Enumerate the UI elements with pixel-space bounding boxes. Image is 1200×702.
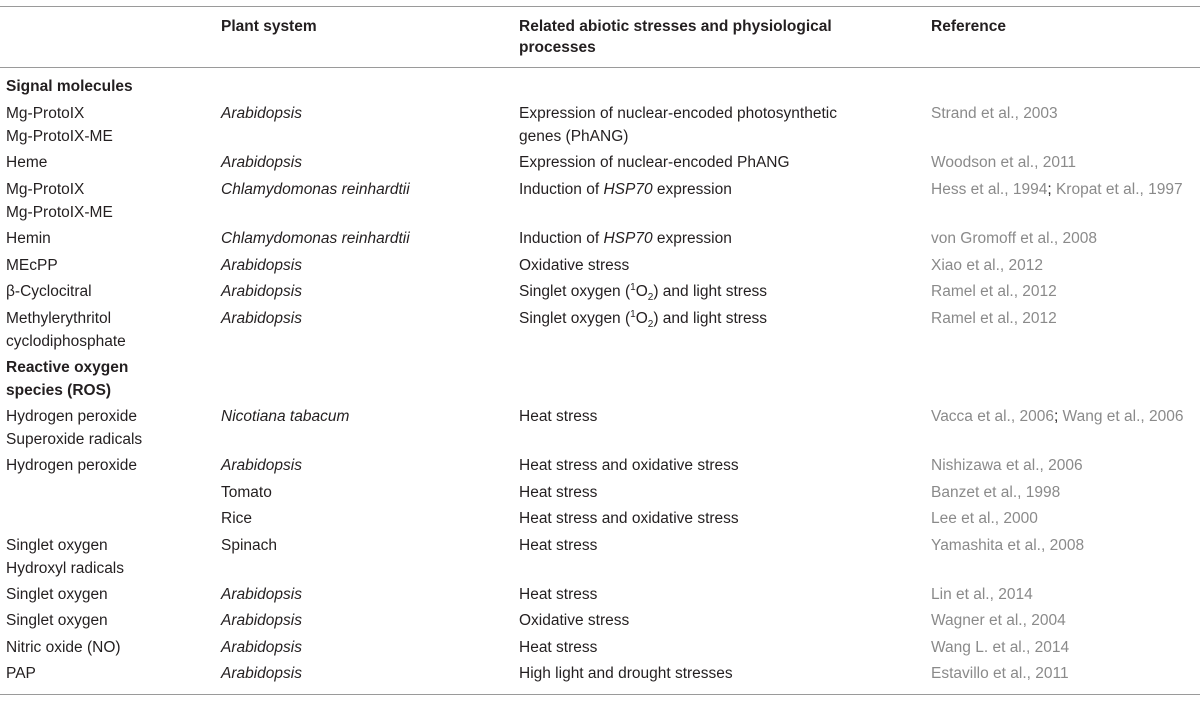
reference-cell: Strand et al., 2003 [931,105,1058,122]
stress-text: Singlet oxygen ( [519,310,631,327]
stress-cell [519,281,914,304]
molecule-cell [6,406,206,451]
molecule-name: Hydrogen peroxide [6,457,137,474]
stress-cell: Oxidative stress [519,257,630,274]
header-rule [0,67,1200,68]
reference-text: Wang et al., 2006 [1058,408,1184,425]
reference-text: Vacca et al., 2006 [931,408,1054,425]
stress-cell: Heat stress and oxidative stress [519,510,739,527]
molecule-name: Hydrogen peroxide [6,408,137,425]
subscript: 2 [647,292,654,304]
stress-cell: Oxidative stress [519,612,630,629]
plant-system-cell: Arabidopsis [221,154,302,171]
molecule-name: cyclodiphosphate [6,332,126,350]
gene-name: HSP70 [603,230,653,247]
stress-text: Induction of [519,230,604,247]
plant-system-cell: Rice [221,510,253,527]
molecule-name: Mg-ProtoIX-ME [6,203,113,221]
molecule-name: Hydroxyl radicals [6,559,125,577]
reference-separator: ; [1047,181,1052,198]
subscript: 2 [647,319,654,331]
stress-cell [519,179,914,202]
stress-text: genes (PhANG) [519,127,629,145]
reference-cell: Ramel et al., 2012 [931,310,1057,327]
molecule-name: Singlet oxygen [6,586,108,603]
plant-system-cell: Tomato [221,484,272,501]
plant-system-cell: Spinach [221,537,278,554]
header-related-stresses [519,16,914,58]
stress-cell: Expression of nuclear-encoded PhANG [519,154,790,171]
reference-text: Hess et al., 1994 [931,181,1048,198]
stress-cell: Heat stress [519,586,598,603]
section-title-line1: Reactive oxygen [6,359,129,376]
reference-cell: Wang L. et al., 2014 [931,639,1070,656]
reference-text: Kropat et al., 1997 [1051,181,1183,198]
reference-cell: Lee et al., 2000 [931,510,1038,527]
molecule-name: β-Cyclocitral [6,283,92,300]
molecule-cell [6,179,206,224]
molecule-name: Mg-ProtoIX-ME [6,127,113,145]
reference-separator: ; [1053,408,1059,425]
bottom-rule [0,694,1200,695]
plant-system-cell: Nicotiana tabacum [221,408,350,425]
molecule-name: MEcPP [6,257,58,274]
stress-cell: High light and drought stresses [519,665,733,682]
plant-system-cell: Arabidopsis [221,310,302,327]
stress-text: ) and light stress [653,283,768,300]
section-title-line2: species (ROS) [6,381,112,399]
molecule-name: Singlet oxygen [6,537,108,554]
plant-system-cell: Arabidopsis [221,665,302,682]
molecule-cell [6,103,206,148]
reference-cell: Estavillo et al., 2011 [931,665,1069,682]
plant-system-cell: Arabidopsis [221,257,302,274]
plant-system-cell: Arabidopsis [221,586,302,603]
reference-cell: Woodson et al., 2011 [931,154,1077,171]
section-title: Signal molecules [6,78,133,95]
molecule-name: Mg-ProtoIX [6,181,85,198]
stress-text: expression [652,181,732,198]
header-stress-line2: processes [519,39,596,56]
reference-cell: Lin et al., 2014 [931,586,1033,603]
plant-system-cell: Chlamydomonas reinhardtii [221,230,410,247]
plant-system-cell: Chlamydomonas reinhardtii [221,181,410,198]
reference-cell: Ramel et al., 2012 [931,283,1057,300]
molecule-name: PAP [6,665,36,682]
molecule-name: Superoxide radicals [6,430,143,448]
stress-cell: Heat stress [519,484,598,501]
stress-text: Induction of [519,181,604,198]
section-title [6,357,206,402]
molecule-name: Singlet oxygen [6,612,108,629]
stress-text: ) and light stress [653,310,768,327]
superscript: 1 [630,308,636,320]
superscript: 1 [630,281,636,293]
stress-cell: Heat stress [519,408,598,425]
stress-cell [519,103,914,148]
molecule-name: Mg-ProtoIX [6,105,85,122]
stress-text: expression [652,230,732,247]
reference-cell [931,406,1200,429]
molecule-cell [6,308,206,353]
plant-system-cell: Arabidopsis [221,612,302,629]
molecule-name: Methylerythritol [6,310,112,327]
stress-cell: Heat stress [519,639,598,656]
reference-cell: Nishizawa et al., 2006 [931,457,1083,474]
reference-cell: Banzet et al., 1998 [931,484,1061,501]
header-stress-line1: Related abiotic stresses and physiological [519,18,832,35]
reference-cell: Wagner et al., 2004 [931,612,1066,629]
molecule-cell [6,535,206,580]
stress-cell [519,308,914,331]
plant-system-cell: Arabidopsis [221,283,302,300]
gene-name: HSP70 [603,181,653,198]
stress-cell [519,228,914,251]
plant-system-cell: Arabidopsis [221,639,302,656]
plant-system-cell: Arabidopsis [221,457,302,474]
stress-text: O [635,310,648,327]
stress-text: Expression of nuclear-encoded photosynthetic [519,105,837,122]
reference-cell: Xiao et al., 2012 [931,257,1044,274]
stress-cell: Heat stress and oxidative stress [519,457,739,474]
reference-cell [931,179,1200,202]
header-reference: Reference [931,18,1006,35]
reference-cell: von Gromoff et al., 2008 [931,230,1098,247]
stress-text: Singlet oxygen ( [519,283,631,300]
plant-system-cell: Arabidopsis [221,105,302,122]
molecule-name: Nitric oxide (NO) [6,639,121,656]
stress-text: O [635,283,648,300]
stress-cell: Heat stress [519,537,598,554]
reference-cell: Yamashita et al., 2008 [931,537,1085,554]
top-rule [0,6,1200,7]
molecule-name: Hemin [6,230,51,247]
molecule-name: Heme [6,154,48,171]
header-plant-system: Plant system [221,18,317,35]
